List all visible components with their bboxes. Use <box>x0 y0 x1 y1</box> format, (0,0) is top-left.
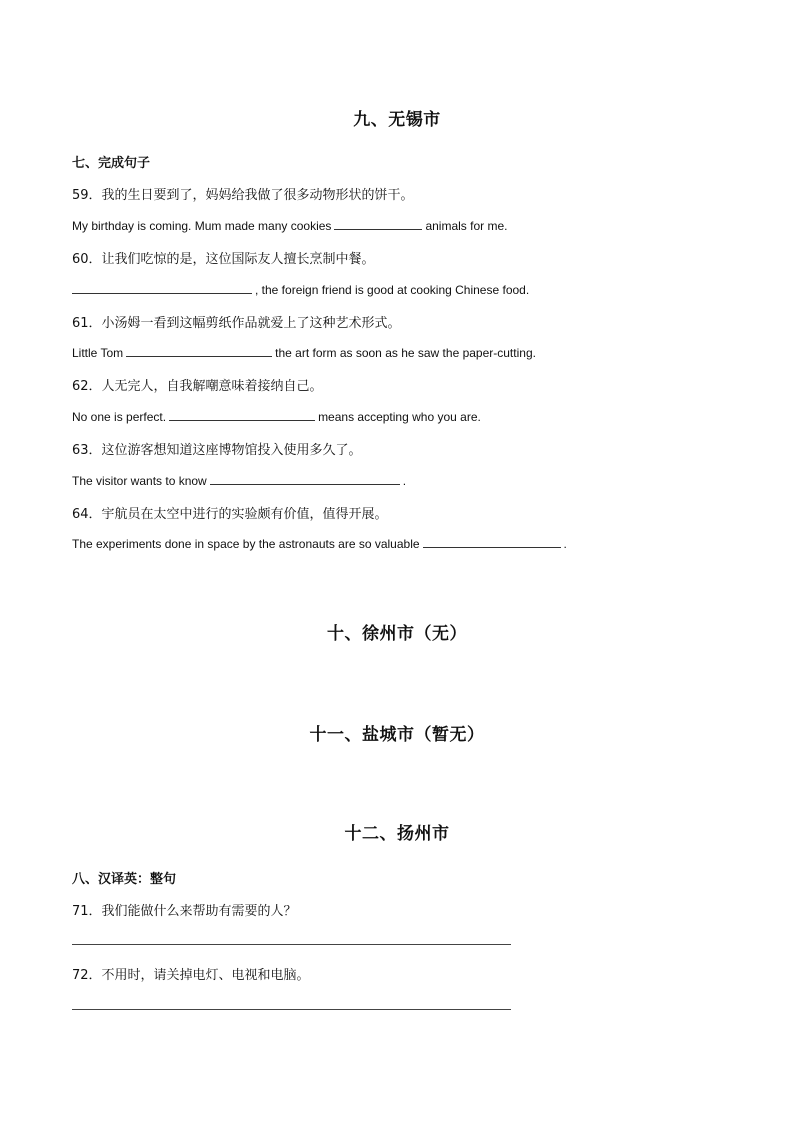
answer-blank-60[interactable] <box>72 281 252 294</box>
question-63-english <box>72 472 406 488</box>
question-59-text-after: animals for me. <box>425 219 508 233</box>
question-72-chinese: 72．不用时，请关掉电灯、电视和电脑。 <box>72 968 310 983</box>
question-64-text-before: The experiments done in space by the astronauts are so valuable <box>72 537 420 551</box>
question-64-english <box>72 535 567 551</box>
answer-blank-59[interactable] <box>334 217 422 230</box>
question-61-text-before: Little Tom <box>72 346 124 360</box>
question-61-text-after: the art form as soon as he saw the paper-cutting. <box>275 346 536 360</box>
question-59-text-before: My birthday is coming. Mum made many cookies <box>72 219 332 233</box>
answer-blank-62[interactable] <box>169 408 315 421</box>
question-64-text-after: . <box>563 537 567 551</box>
question-64-chinese: 64．宇航员在太空中进行的实验颇有价值，值得开展。 <box>72 507 388 522</box>
answer-blank-64[interactable] <box>423 535 561 548</box>
question-61-chinese: 61．小汤姆一看到这幅剪纸作品就爱上了这种艺术形式。 <box>72 316 401 331</box>
question-62-chinese: 62．人无完人，自我解嘲意味着接纳自己。 <box>72 379 323 394</box>
question-62-text-after: means accepting who you are. <box>318 410 481 424</box>
answer-blank-63[interactable] <box>210 472 400 485</box>
question-62-text-before: No one is perfect. <box>72 410 167 424</box>
question-59-english <box>72 217 507 233</box>
question-62-english <box>72 408 481 424</box>
section-heading-translation: 八、汉译英：整句 <box>72 872 177 887</box>
section-title-xuzhou: 十、徐州市（无） <box>327 624 467 644</box>
question-63-text-before: The visitor wants to know <box>72 474 207 488</box>
question-63-text-after: . <box>402 474 407 488</box>
answer-blank-61[interactable] <box>126 344 272 357</box>
answer-line-71[interactable] <box>72 944 511 945</box>
section-heading-complete-sentences: 七、完成句子 <box>72 156 151 171</box>
answer-line-72[interactable] <box>72 1009 511 1010</box>
question-63-chinese: 63．这位游客想知道这座博物馆投入使用多久了。 <box>72 443 362 458</box>
question-71-chinese: 71．我们能做什么来帮助有需要的人？ <box>72 904 297 919</box>
section-title-wuxi: 九、无锡市 <box>353 110 441 130</box>
section-title-yancheng: 十一、盐城市（暂无） <box>309 725 485 745</box>
question-60-text-after: , the foreign friend is good at cooking Chinese food. <box>255 283 530 297</box>
question-60-chinese: 60．让我们吃惊的是，这位国际友人擅长烹制中餐。 <box>72 252 375 267</box>
question-61-english <box>72 344 536 360</box>
question-59-chinese: 59．我的生日要到了，妈妈给我做了很多动物形状的饼干。 <box>72 188 414 203</box>
section-title-yangzhou: 十二、扬州市 <box>344 824 450 844</box>
question-60-english <box>72 281 529 297</box>
